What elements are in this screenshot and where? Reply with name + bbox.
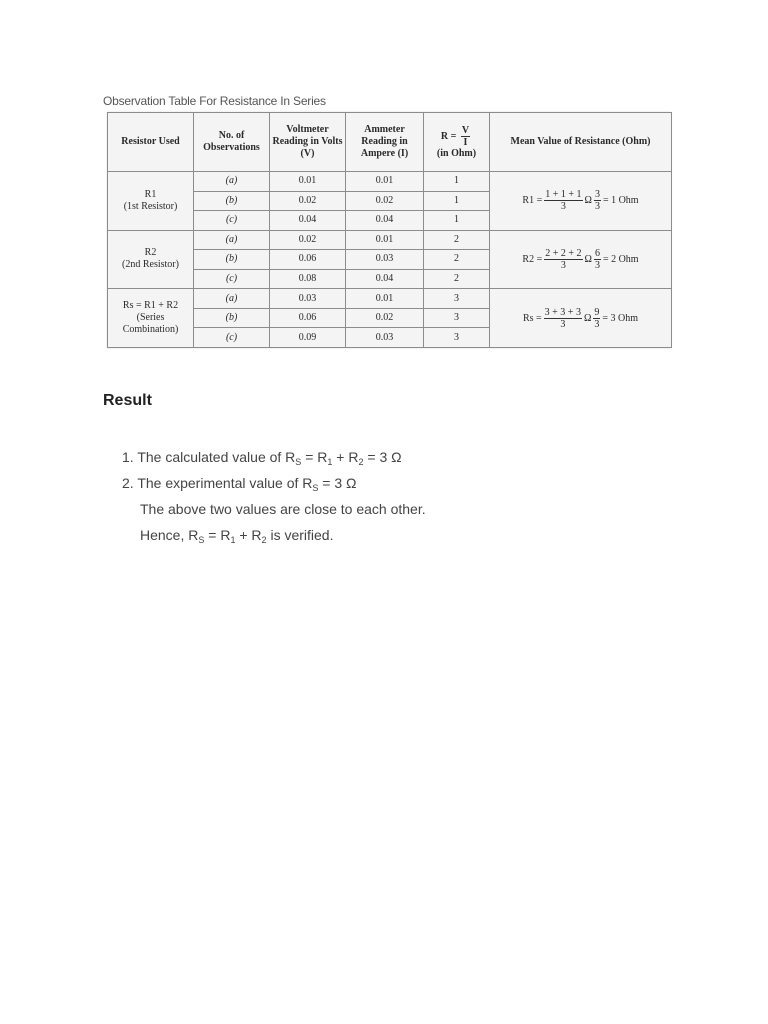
mean-numerator-2: 9 (594, 306, 600, 318)
observation-id-cell: (a) (194, 230, 270, 250)
mean-rhs: = 1 Ohm (602, 195, 639, 207)
voltage-cell: 0.08 (270, 269, 346, 289)
table-row (108, 230, 672, 250)
mean-denominator-2: 3 (594, 318, 600, 330)
current-cell: 0.01 (346, 230, 424, 250)
mean-omega: Ω (584, 253, 592, 265)
resistor-cell (108, 230, 194, 289)
result-item-1: 1. The calculated value of $R_S = R_1 + R_2 = 3$ Ω (122, 449, 402, 467)
mean-lhs: R1 = (522, 195, 543, 207)
mean-fraction-2 (594, 248, 601, 271)
mean-denominator-2: 3 (594, 201, 600, 213)
resistor-cell (108, 172, 194, 231)
resistance-cell: 2 (424, 250, 490, 270)
header-ammeter-reading: Ammeter Reading in Ampere (I) (346, 113, 424, 172)
r-formula-numerator: V (461, 124, 470, 136)
header-voltmeter-reading: Voltmeter Reading in Volts (V) (270, 113, 346, 172)
observation-id-cell: (b) (194, 308, 270, 328)
resistor-label-line: Combination) (122, 324, 179, 336)
resistor-label-line: R2 (144, 247, 157, 259)
table-header-row (108, 113, 672, 172)
current-cell: 0.01 (346, 172, 424, 192)
mean-lhs: Rs = (522, 312, 542, 324)
mean-denominator: 3 (560, 259, 566, 271)
mean-resistance-cell (490, 289, 672, 348)
current-cell: 0.02 (346, 191, 424, 211)
result-heading: Result (103, 392, 152, 409)
current-cell: 0.04 (346, 269, 424, 289)
result-item-2: 2. The experimental value of $R_S = 3$ Ω (122, 475, 357, 493)
observation-id-cell: (c) (194, 328, 270, 348)
resistor-label-line: R1 (144, 188, 157, 200)
voltage-cell: 0.02 (270, 191, 346, 211)
r-unit: (in Ohm) (436, 147, 477, 159)
mean-fraction-2 (594, 189, 601, 212)
resistor-label-line: (2nd Resistor) (122, 259, 179, 271)
voltage-cell: 0.03 (270, 289, 346, 309)
resistor-label-line: Rs = R1 + R2 (122, 300, 179, 312)
mean-rhs: = 3 Ohm (602, 312, 639, 324)
current-cell: 0.02 (346, 308, 424, 328)
resistance-cell: 2 (424, 230, 490, 250)
observation-table (107, 112, 672, 348)
mean-fraction-2 (593, 307, 600, 330)
observation-id-cell: (c) (194, 269, 270, 289)
voltage-cell: 0.09 (270, 328, 346, 348)
mean-resistance-cell (490, 172, 672, 231)
header-mean-value: Mean Value of Resistance (Ohm) (490, 113, 672, 172)
observation-id-cell: (b) (194, 191, 270, 211)
mean-numerator: 1 + 1 + 1 (545, 189, 582, 201)
result-list (122, 444, 426, 548)
voltage-cell: 0.06 (270, 250, 346, 270)
table-row (108, 172, 672, 192)
current-cell: 0.01 (346, 289, 424, 309)
mean-resistance-cell (490, 230, 672, 289)
table-row (108, 289, 672, 309)
resistor-label-line: (Series (136, 312, 165, 324)
current-cell: 0.04 (346, 211, 424, 231)
result-line-3: The above two values are close to each other. (140, 501, 426, 517)
r-formula-lhs: R = (440, 130, 457, 142)
observation-table-image (107, 112, 671, 348)
resistance-cell: 3 (424, 328, 490, 348)
resistance-cell: 3 (424, 289, 490, 309)
mean-denominator: 3 (560, 318, 566, 330)
resistance-cell: 1 (424, 211, 490, 231)
mean-omega: Ω (583, 312, 592, 324)
resistance-cell: 1 (424, 191, 490, 211)
mean-fraction (544, 248, 582, 271)
mean-fraction (544, 307, 582, 330)
mean-denominator: 3 (560, 201, 566, 213)
mean-numerator: 3 + 3 + 3 (544, 306, 581, 318)
voltage-cell: 0.02 (270, 230, 346, 250)
table-caption: Observation Table For Resistance In Series (103, 94, 326, 108)
current-cell: 0.03 (346, 328, 424, 348)
header-resistance-formula (424, 113, 490, 172)
resistor-cell (108, 289, 194, 348)
voltage-cell: 0.01 (270, 172, 346, 192)
r-formula-denominator: I (463, 136, 468, 148)
resistor-label-line: (1st Resistor) (123, 200, 178, 212)
mean-fraction (544, 189, 582, 212)
observation-id-cell: (a) (194, 172, 270, 192)
resistance-cell: 2 (424, 269, 490, 289)
mean-denominator-2: 3 (594, 259, 600, 271)
current-cell: 0.03 (346, 250, 424, 270)
resistance-cell: 1 (424, 172, 490, 192)
voltage-cell: 0.04 (270, 211, 346, 231)
mean-lhs: R2 = (522, 253, 543, 265)
mean-rhs: = 2 Ohm (602, 253, 639, 265)
header-resistor-used: Resistor Used (108, 113, 194, 172)
observation-id-cell: (c) (194, 211, 270, 231)
voltage-cell: 0.06 (270, 308, 346, 328)
mean-omega: Ω (584, 195, 592, 207)
resistance-cell: 3 (424, 308, 490, 328)
observation-id-cell: (a) (194, 289, 270, 309)
header-no-of-observations: No. of Observations (194, 113, 270, 172)
mean-numerator-2: 3 (594, 189, 600, 201)
mean-numerator: 2 + 2 + 2 (545, 247, 582, 259)
observation-id-cell: (b) (194, 250, 270, 270)
mean-numerator-2: 6 (594, 247, 600, 259)
result-line-4: Hence, $R_S = R_1 + R_2$ is verified. (140, 527, 334, 545)
